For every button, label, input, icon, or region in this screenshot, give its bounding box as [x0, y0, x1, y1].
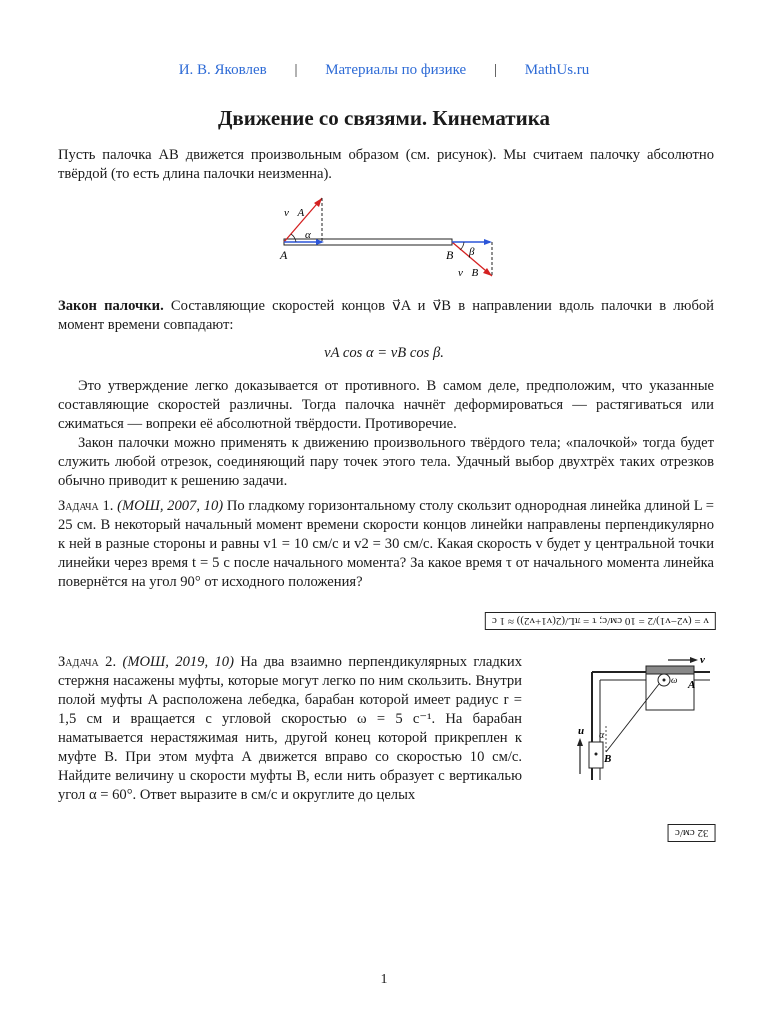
- problem-1: [58, 497, 714, 592]
- author-link[interactable]: И. В. Яковлев: [178, 62, 267, 78]
- formula: vA cos α = vB cos β.: [324, 345, 444, 361]
- winch-axis: [663, 679, 666, 682]
- law-heading: Закон палочки.: [58, 298, 164, 314]
- header: [0, 62, 768, 79]
- problem-2-text: На два взаимно перпендикулярных гладких стержня насажены муфты, которые могут легко по ним скользить. Внутри полой муфты A расположена лебедка, барабан которой имеет радиус r = 1,5 см и вращается с угловой скоростью ω = 5 с⁻¹. На барабан наматывается нерастяжимая нить, другой конец которой прикреплен к муфте B. При этом муфта A движется вправо со скоростью 10 см/с. Найдите величину u скорости муфты B, если нить образует с вертикалью угол α = 60°. Ответ выразите в см/с и округлите до целых: [58, 654, 522, 803]
- coupling-b-pin: [595, 753, 598, 756]
- site-link[interactable]: MathUs.ru: [524, 62, 590, 78]
- alpha-arc: [291, 234, 296, 242]
- problem-2-answer-box: [668, 824, 716, 842]
- figure-rod-diagram: [270, 190, 510, 285]
- fig-label-alpha: α: [599, 730, 605, 741]
- problem-1-label: Задача 1.: [58, 498, 114, 514]
- fig-label-b: B: [604, 753, 612, 765]
- label-b: B: [446, 248, 454, 262]
- label-a: A: [280, 248, 288, 262]
- label-vb: v⃗B: [458, 267, 479, 279]
- header-separator: |: [294, 62, 298, 78]
- fig-label-omega: ω: [671, 675, 678, 685]
- problem-1-text: По гладкому горизонтальному столу скользит однородная линейка длиной L = 25 см. В некоторый начальный момент времени скорости концов линейки направлены перпендикулярно к ней в разные стороны и равны v1 = 10 см/с и v2 = 30 см/с. Какая скорость v будет у центральной точки линейки через время t = 5 с после начального момента? За какое время τ от начального момента линейка повернётся на угол 90° от исходного положения?: [58, 498, 715, 590]
- coupling-a-top: [646, 666, 694, 674]
- problem-2: [58, 653, 522, 805]
- fig-label-v: v: [700, 654, 705, 666]
- application-paragraph: Закон палочки можно применять к движению произвольного твёрдого тела; «палочкой» тогда будет служить любой отрезок, соединяющий пару точек этого тела. Удачный выбор двухтрёх таких отрезков обычно приводит к решению задачи.: [58, 435, 714, 489]
- proof-paragraph: Это утверждение легко доказывается от противного. В самом деле, предположим, что указанные составляющие скоростей различны. Тогда палочка начнёт деформироваться — растягиваться или сжиматься — вопреки её абсолютной твёрдости. Противоречие.: [58, 378, 714, 432]
- label-alpha: α: [305, 229, 311, 241]
- vb-component-arrow: [484, 239, 492, 245]
- label-va: v⃗A: [284, 207, 305, 219]
- fig-label-u: u: [578, 725, 585, 737]
- header-separator: |: [493, 62, 497, 78]
- figure-coupling-diagram: [570, 650, 720, 785]
- problem-2-label: Задача 2.: [58, 654, 117, 670]
- problem-1-answer: v = (v2−v1)/2 = 10 см/с; τ = πL/(2(v1+v2)) ≈ 1 с: [492, 615, 709, 627]
- va-component-arrow: [316, 239, 324, 245]
- law-text: Составляющие скоростей концов v⃗A и v⃗B в направлении вдоль палочки в любой момент времени совпадают:: [58, 298, 714, 333]
- problem-1-answer-box: [485, 612, 716, 630]
- v-arrowhead: [690, 657, 698, 663]
- u-arrowhead: [577, 738, 583, 746]
- problem-1-source: (МОШ, 2007, 10): [117, 498, 224, 514]
- problem-2-answer: 32 см/с: [675, 827, 709, 839]
- materials-link[interactable]: Материалы по физике: [325, 62, 467, 78]
- law-paragraph: [58, 297, 714, 335]
- page-title: Движение со связями. Кинематика: [217, 106, 550, 130]
- thread: [606, 684, 659, 752]
- problem-2-source: (МОШ, 2019, 10): [122, 654, 234, 670]
- label-beta: β: [469, 246, 475, 258]
- fig-label-a: A: [688, 679, 696, 691]
- page-number: 1: [380, 972, 388, 987]
- intro-paragraph: Пусть палочка AB движется произвольным образом (см. рисунок). Мы считаем палочку абсолютно твёрдой (то есть длина палочки неизменна).: [58, 147, 714, 182]
